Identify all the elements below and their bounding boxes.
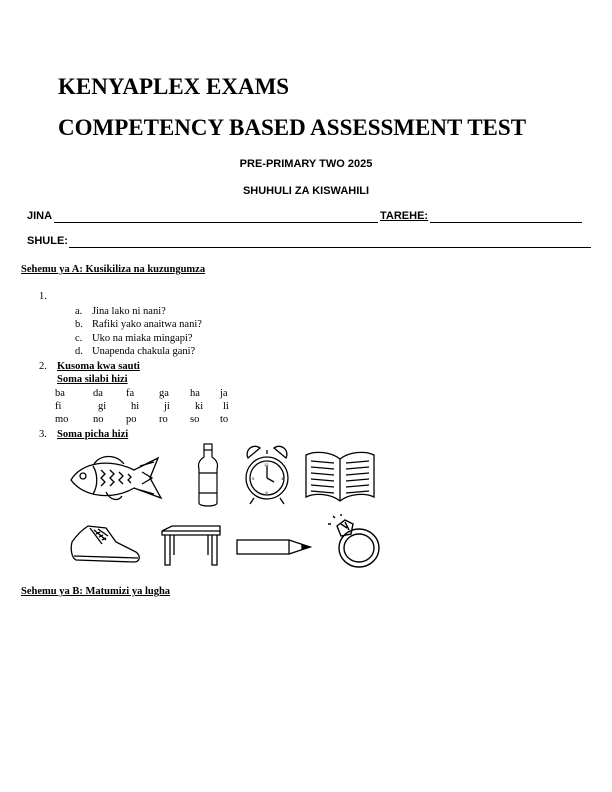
section-a-heading: Sehemu ya A: Kusikiliza na kuzungumza bbox=[21, 264, 206, 275]
table-picture bbox=[160, 525, 222, 567]
syllable: ro bbox=[159, 414, 168, 425]
date-label: TAREHE: bbox=[380, 210, 429, 222]
question-1c bbox=[75, 333, 193, 344]
question-1-number: 1. bbox=[39, 291, 47, 302]
syllable: fa bbox=[126, 388, 135, 399]
item-text: Uko na miaka mingapi? bbox=[92, 333, 193, 344]
syllable: ha bbox=[190, 388, 200, 399]
bottle-picture bbox=[196, 443, 220, 509]
item-letter: d. bbox=[75, 346, 83, 357]
svg-text:12: 12 bbox=[264, 462, 269, 467]
question-1a bbox=[75, 306, 166, 317]
pencil-picture bbox=[236, 538, 312, 556]
syllable-row bbox=[55, 413, 240, 426]
syllable: mo bbox=[55, 414, 69, 425]
question-2-title: Kusoma kwa sauti bbox=[57, 361, 140, 372]
svg-text:3: 3 bbox=[281, 476, 284, 481]
syllable: ja bbox=[220, 388, 228, 399]
section-b-heading: Sehemu ya B: Matumizi ya lugha bbox=[21, 586, 171, 597]
ring-picture bbox=[327, 514, 383, 570]
exam-provider-title: KENYAPLEX EXAMS bbox=[58, 74, 290, 99]
question-1d bbox=[75, 346, 196, 357]
subject-label: SHUHULI ZA KISWAHILI bbox=[242, 185, 370, 197]
question-3-number: 3. bbox=[39, 429, 47, 440]
syllable-table bbox=[55, 387, 240, 426]
syllable: hi bbox=[131, 401, 140, 412]
item-text: Unapenda chakula gani? bbox=[92, 346, 196, 357]
name-fill-line[interactable] bbox=[54, 222, 378, 223]
shoe-picture bbox=[68, 522, 142, 566]
svg-text:6: 6 bbox=[265, 490, 268, 495]
book-picture bbox=[304, 449, 376, 503]
syllable: gi bbox=[98, 401, 107, 412]
syllable: to bbox=[220, 414, 229, 425]
item-letter: a. bbox=[75, 306, 83, 317]
svg-text:9: 9 bbox=[252, 476, 255, 481]
school-fill-line[interactable] bbox=[69, 247, 591, 248]
assessment-title: COMPETENCY BASED ASSESSMENT TEST bbox=[58, 115, 527, 140]
syllable: da bbox=[93, 388, 103, 399]
question-2-number: 2. bbox=[39, 361, 47, 372]
syllable: ki bbox=[195, 401, 204, 412]
syllable: ga bbox=[159, 388, 169, 399]
fish-picture bbox=[66, 452, 166, 504]
syllable: ba bbox=[55, 388, 65, 399]
syllable: no bbox=[93, 414, 104, 425]
item-letter: c. bbox=[75, 333, 83, 344]
date-fill-line[interactable] bbox=[430, 222, 582, 223]
syllable-row bbox=[55, 400, 240, 413]
syllable: fi bbox=[55, 401, 62, 412]
syllable-row bbox=[55, 387, 240, 400]
item-text: Rafiki yako anaitwa nani? bbox=[92, 319, 202, 330]
question-2-subtitle: Soma silabi hizi bbox=[57, 374, 128, 385]
syllable: so bbox=[190, 414, 200, 425]
alarm-clock-picture bbox=[244, 444, 290, 506]
question-3-title: Soma picha hizi bbox=[57, 429, 129, 440]
syllable: ji bbox=[164, 401, 170, 412]
grade-label: PRE-PRIMARY TWO 2025 bbox=[239, 158, 373, 170]
question-1b bbox=[75, 319, 202, 330]
syllable: li bbox=[223, 401, 229, 412]
school-label: SHULE: bbox=[27, 235, 68, 247]
item-text: Jina lako ni nani? bbox=[92, 306, 166, 317]
syllable: po bbox=[126, 414, 137, 425]
name-label: JINA bbox=[27, 210, 53, 222]
item-letter: b. bbox=[75, 319, 83, 330]
